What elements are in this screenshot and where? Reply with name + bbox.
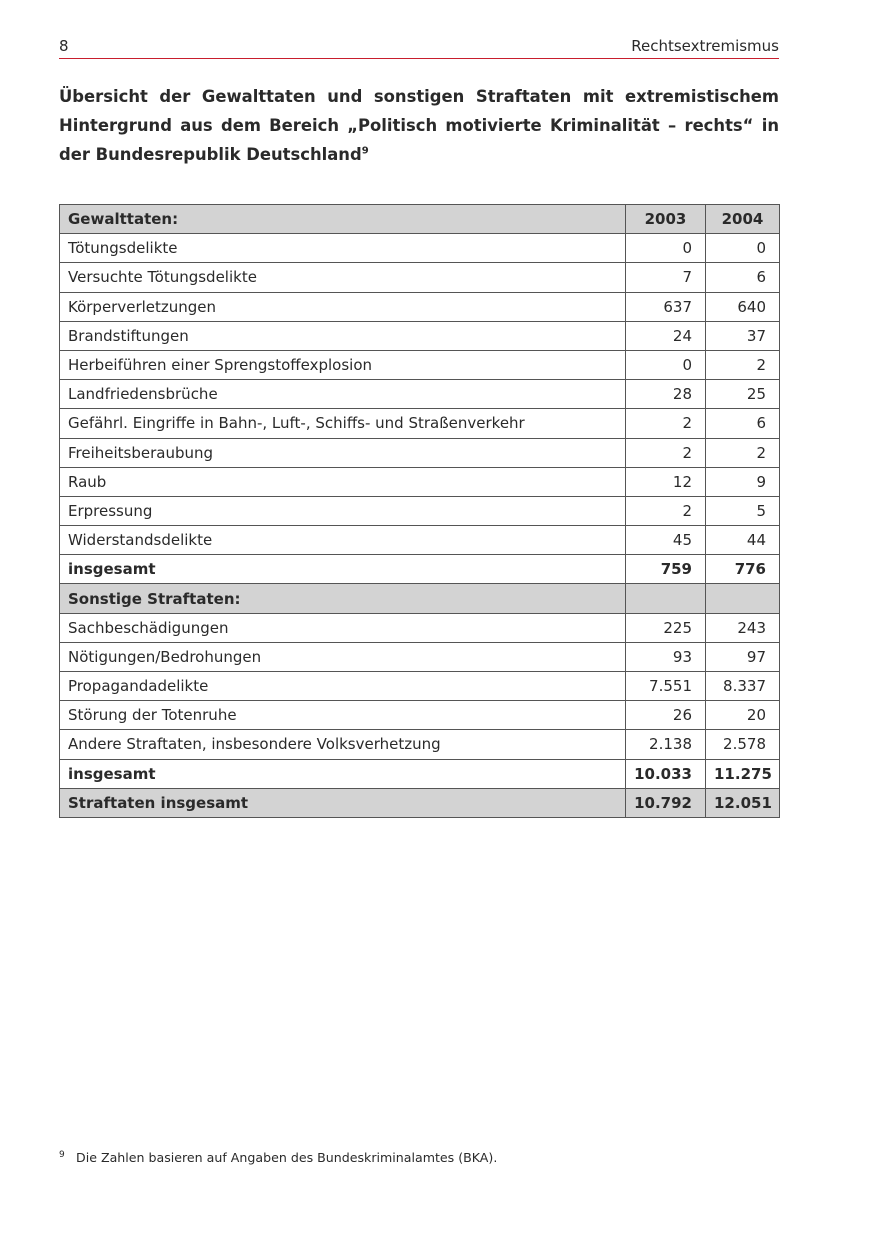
subtotal-row [60,759,780,788]
value-cell-2003: 2 [626,438,706,467]
grand-total-row [60,788,780,817]
value-cell-2003: 26 [626,701,706,730]
row-label-cell: Störung der Totenruhe [60,701,626,730]
row-label-cell: insgesamt [60,759,626,788]
crime-statistics-table [59,204,780,818]
row-label-cell: Tötungsdelikte [60,234,626,263]
value-cell-2003: 7 [626,263,706,292]
value-cell-2004: 6 [706,263,780,292]
row-label-cell: Straftaten insgesamt [60,788,626,817]
subtotal-row [60,555,780,584]
value-cell-2003: 759 [626,555,706,584]
section-header-row [60,584,780,613]
value-cell-2004: 97 [706,642,780,671]
value-cell-2004: 44 [706,526,780,555]
row-label-cell: Erpressung [60,496,626,525]
row-label-cell: Sonstige Straftaten: [60,584,626,613]
row-label-cell: Brandstiftungen [60,321,626,350]
value-cell-2004: 776 [706,555,780,584]
value-cell-2003: 10.792 [626,788,706,817]
value-cell-2003 [626,584,706,613]
table-row [60,234,780,263]
row-label-cell: Widerstandsdelikte [60,526,626,555]
value-cell-2004: 243 [706,613,780,642]
footnote-reference: 9 [361,145,369,157]
row-label-cell: Gewalttaten: [60,205,626,234]
value-cell-2004: 37 [706,321,780,350]
row-label-cell: insgesamt [60,555,626,584]
table-row [60,350,780,379]
value-cell-2003: 10.033 [626,759,706,788]
value-cell-2003: 7.551 [626,672,706,701]
value-cell-2004: 11.275 [706,759,780,788]
footnote-marker: 9 [59,1150,65,1160]
table-row [60,526,780,555]
value-cell-2003: 2.138 [626,730,706,759]
value-cell-2004: 25 [706,380,780,409]
table-row [60,292,780,321]
row-label-cell: Propagandadelikte [60,672,626,701]
value-cell-2003: 637 [626,292,706,321]
value-cell-2003: 2 [626,496,706,525]
table-body [60,205,780,818]
value-cell-2003: 0 [626,234,706,263]
table-row [60,380,780,409]
value-cell-2004: 0 [706,234,780,263]
value-cell-2003: 24 [626,321,706,350]
heading-text: Übersicht der Gewalttaten und sonstigen Straftaten mit extremistischem Hintergrund aus dem Bereich „Politisch motivierte Kriminalität – rechts“ in der Bundesrepublik Deutschland [59,87,779,164]
row-label-cell: Raub [60,467,626,496]
row-label-cell: Landfriedensbrüche [60,380,626,409]
table-row [60,438,780,467]
value-cell-2004: 20 [706,701,780,730]
table-row [60,642,780,671]
row-label-cell: Freiheitsberaubung [60,438,626,467]
row-label-cell: Versuchte Tötungsdelikte [60,263,626,292]
value-cell-2003: 45 [626,526,706,555]
value-cell-2004: 12.051 [706,788,780,817]
footnote [59,1149,779,1167]
value-cell-2003: 12 [626,467,706,496]
footnote-text: Die Zahlen basieren auf Angaben des Bundeskriminalamtes (BKA). [76,1150,498,1165]
table-row [60,730,780,759]
value-cell-2004: 2004 [706,205,780,234]
value-cell-2004: 2.578 [706,730,780,759]
table-row [60,467,780,496]
row-label-cell: Herbeiführen einer Sprengstoffexplosion [60,350,626,379]
row-label-cell: Sachbeschädigungen [60,613,626,642]
row-label-cell: Gefährl. Eingriffe in Bahn-, Luft-, Schiffs- und Straßenverkehr [60,409,626,438]
value-cell-2004: 640 [706,292,780,321]
running-title: Rechtsextremismus [631,37,779,55]
page-header [59,36,779,59]
value-cell-2003: 225 [626,613,706,642]
table-row [60,263,780,292]
table-row [60,701,780,730]
table-heading [59,82,779,169]
row-label-cell: Körperverletzungen [60,292,626,321]
value-cell-2003: 28 [626,380,706,409]
row-label-cell: Nötigungen/Bedrohungen [60,642,626,671]
value-cell-2003: 93 [626,642,706,671]
value-cell-2004: 8.337 [706,672,780,701]
table-row [60,496,780,525]
row-label-cell: Andere Straftaten, insbesondere Volksverhetzung [60,730,626,759]
value-cell-2003: 0 [626,350,706,379]
value-cell-2004: 2 [706,350,780,379]
table-row [60,321,780,350]
value-cell-2004: 6 [706,409,780,438]
table-row [60,613,780,642]
value-cell-2004 [706,584,780,613]
value-cell-2003: 2 [626,409,706,438]
page-number: 8 [59,37,69,55]
value-cell-2003: 2003 [626,205,706,234]
section-header-row [60,205,780,234]
table-row [60,409,780,438]
value-cell-2004: 2 [706,438,780,467]
value-cell-2004: 9 [706,467,780,496]
table-row [60,672,780,701]
value-cell-2004: 5 [706,496,780,525]
